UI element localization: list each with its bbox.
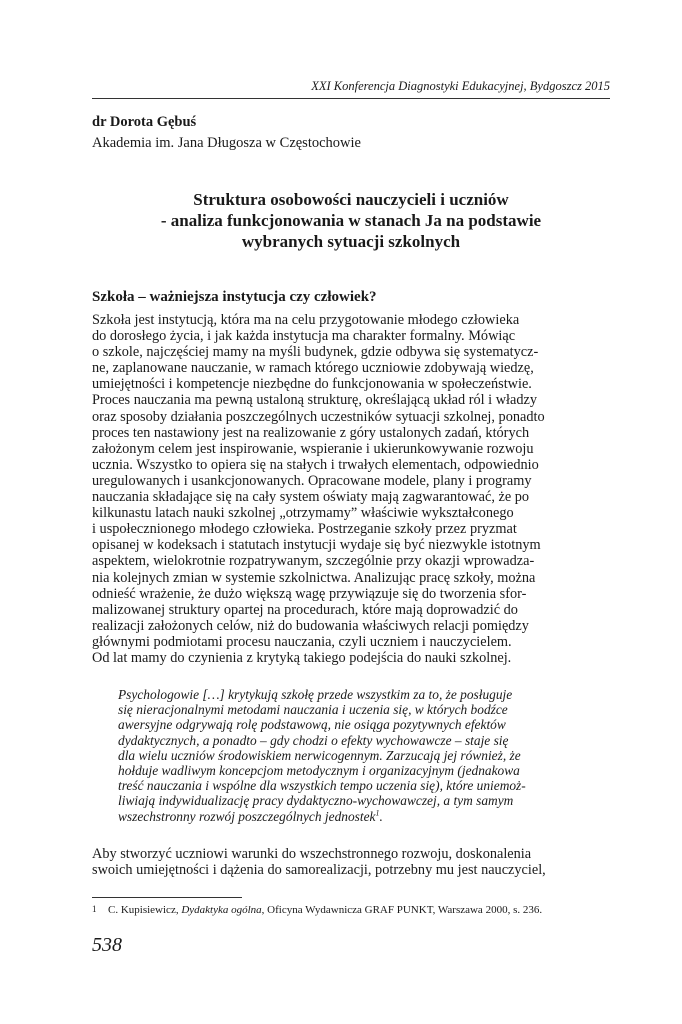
text-line: uregulowanych i usankcjonowanych. Opracowane modele, plany i programy xyxy=(92,472,532,489)
text-line: Od lat mamy do czynienia z krytyką takiego podejścia do nauki szkolnej. xyxy=(92,649,512,666)
text-line: oraz sposoby działania poszczególnych uczestników sytuacji szkolnej, ponadto xyxy=(92,408,545,425)
text-line: swoich umiejętności i dążenia do samorealizacji, potrzebny mu jest nauczyciel, xyxy=(92,862,546,879)
text-line: o szkole, najczęściej mamy na myśli budynek, gdzie odbywa się systematycz- xyxy=(92,344,539,361)
footnote-details: , Oficyna Wydawnicza GRAF PUNKT, Warszawa 2000, s. 236. xyxy=(261,904,543,916)
text-line: aspektem, wielokrotnie rozpatrywanym, szczególnie przy okazji wprowadza- xyxy=(92,553,535,570)
quote-line: dydaktycznych, a ponadto – gdy chodzi o efekty wychowawcze – staje się xyxy=(118,732,509,748)
quote-line: hołduje wadliwym koncepcjom metodycznym i organizacyjnym (jednakowa xyxy=(118,763,520,779)
quote-line: Psychologowie […] krytykują szkołę przede wszystkim za to, że posługuje xyxy=(118,687,513,702)
text-line: nauczania składające się na cały system oświaty mają zagwarantować, że po xyxy=(92,489,530,506)
text-line: założonym celem jest inspirowanie, wspieranie i ukierunkowywanie rozwoju xyxy=(92,440,534,457)
title-line: - analiza funkcjonowania w stanach Ja na podstawie xyxy=(160,211,542,230)
text-line: umiejętności i kompetencje niezbędne do funkcjonowania w społeczeństwie. xyxy=(92,376,532,393)
footnote-rule xyxy=(92,897,242,898)
text-line: odnieść wrażenie, że dużo większą wagę przywiązuje się do tworzenia sfor- xyxy=(92,585,527,602)
footnote-number: 1 xyxy=(92,904,97,914)
text-line: malizowanej struktury opartej na procedurach, które mają doprowadzić do xyxy=(92,601,518,618)
footnote xyxy=(92,904,542,916)
section-heading: Szkoła – ważniejsza instytucja czy człowiek? xyxy=(92,289,377,305)
text-line: do dorosłego życia, i jak każda instytucja ma charakter formalny. Mówiąc xyxy=(92,328,516,345)
block-quote xyxy=(118,687,608,824)
body-paragraph-2 xyxy=(92,846,610,878)
text-line: nia kolejnych zmian w systemie szkolnictwa. Analizując pracę szkoły, można xyxy=(92,569,536,586)
quote-line: dla wielu uczniów środowiskiem nerwicogennym. Zarzucają jej również, że xyxy=(118,747,521,763)
text-line: i uspołecznionego młodego człowieka. Postrzeganie szkoły przez pryzmat xyxy=(92,521,517,538)
quote-line: liwiają indywidualizację pracy dydaktyczno-wychowawczej, a tym samym xyxy=(118,793,514,809)
text-line: ucznia. Wszystko to opiera się na stałych i trwałych elementach, odpowiednio xyxy=(92,456,539,473)
author-name: dr Dorota Gębuś xyxy=(92,114,197,130)
text-line: ne, zaplanowane nauczanie, w ramach którego uczniowie zdobywają wiedzę, xyxy=(92,360,534,377)
running-head: XXI Konferencja Diagnostyki Edukacyjnej, Bydgoszcz 2015 xyxy=(311,79,610,93)
text-line: realizacji założonych celów, niż do budowania właściwych relacji pomiędzy xyxy=(92,617,529,634)
quote-line: wszechstronny rozwój poszczególnych jednostek xyxy=(118,808,376,824)
quote-line: awersyjne odgrywają rolę podstawową, nie osiąga pozytywnych efektów xyxy=(118,717,506,733)
footnote-reference[interactable]: 1 xyxy=(375,808,380,818)
paper-title xyxy=(110,189,592,252)
text-line: Aby stworzyć uczniowi warunki do wszechstronnego rozwoju, doskonalenia xyxy=(92,846,532,862)
footnote-author: C. Kupisiewicz, xyxy=(108,904,182,916)
footnote-book-title: Dydaktyka ogólna xyxy=(181,904,262,916)
body-paragraph-1 xyxy=(92,312,610,666)
header-rule xyxy=(92,98,610,99)
quote-line: się nieracjonalnymi metodami nauczania i uczenia się, w których bodźce xyxy=(118,702,508,718)
text-line: proces ten nastawiony jest na realizowanie z góry ustalonych zadań, których xyxy=(92,424,530,441)
quote-last-line: wszechstronny rozwój poszczególnych jednostek$^1$. xyxy=(118,808,383,824)
text-line: kilkunastu latach nauki szkolnej „otrzymamy” właściwie wykształconego xyxy=(92,505,514,522)
text-line: Proces nauczania ma pewną ustaloną strukturę, określającą układ ról i władzy xyxy=(92,392,538,409)
title-line: wybranych sytuacji szkolnych xyxy=(241,232,461,251)
author-affiliation: Akademia im. Jana Długosza w Częstochowie xyxy=(92,135,361,151)
title-line: Struktura osobowości nauczycieli i uczniów xyxy=(193,190,509,209)
quote-line: treść nauczania i wspólne dla wszystkich tempo uczenia się), które uniemoż- xyxy=(118,778,526,794)
text-line: Szkoła jest instytucją, która ma na celu przygotowanie młodego człowieka xyxy=(92,312,520,328)
page-number: 538 xyxy=(92,934,122,956)
text-line: głównymi podmiotami procesu nauczania, czyli uczniem i nauczycielem. xyxy=(92,633,512,650)
text-line: opisanej w kodeksach i statutach instytucji wydaje się być niezwykle istotnym xyxy=(92,537,541,554)
